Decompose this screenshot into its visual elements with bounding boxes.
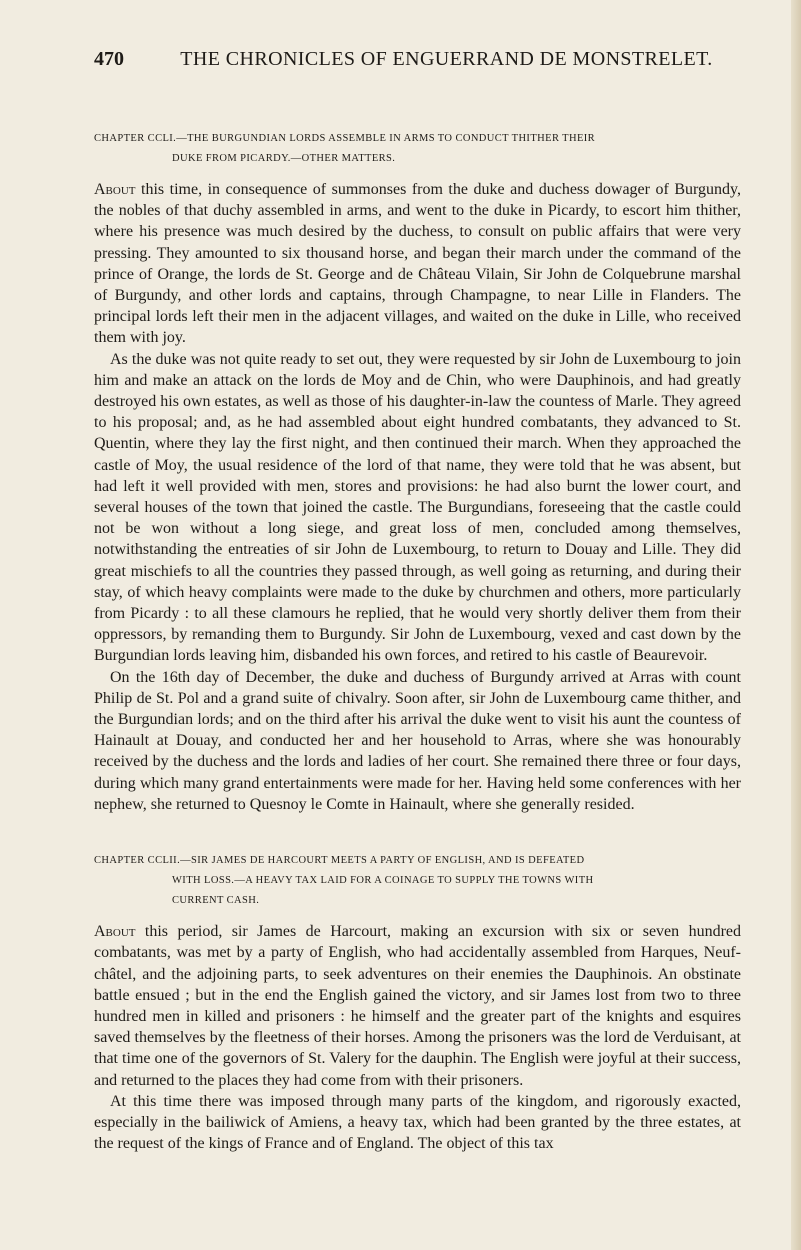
opening-word: About bbox=[94, 181, 136, 198]
chapter-heading-line: WITH LOSS.—A HEAVY TAX LAID FOR A COINAGE TO SUPPLY THE TOWNS WITH bbox=[172, 875, 594, 887]
chapter-heading-line: CHAPTER CCLI.—THE BURGUNDIAN LORDS ASSEMBLE IN ARMS TO CONDUCT THITHER THEIR bbox=[94, 133, 596, 144]
page-edge bbox=[791, 0, 801, 1250]
paragraph-text: this time, in consequence of summonses from the duke and duchess dowager of Burgundy, the nobles of that duchy assembled in arms, and went to the duke in Picardy, to escort him thither, where his presence was much desired by the duchess, to consult on public affairs that were very pressing. They amounted to six thousand horse, and began their march under the command of the prince of Orange, the lords de St. George and de Château Vilain, Sir John de Colquebrune marshal of Burgundy, and other lords and captains, through Champagne, to near Lille in Flanders. The principal lords left their men in the adjacent villages, and waited on the duke in Lille, who received them with joy. bbox=[94, 181, 741, 347]
page-number: 470 bbox=[94, 48, 124, 70]
paragraph: At this time there was imposed through many parts of the kingdom, and rigorously exacted, especially in the bailiwick of Amiens, a heavy tax, which had been granted by the three estates, at the request of the kings of France and of England. The object of this tax bbox=[94, 1092, 741, 1153]
paragraph bbox=[94, 179, 741, 349]
running-title: THE CHRONICLES OF ENGUERRAND DE MONSTRELET. bbox=[180, 48, 713, 70]
chapter-heading bbox=[94, 851, 741, 911]
chapter-cclii bbox=[94, 851, 741, 1154]
paragraph-text: this period, sir James de Harcourt, making an excursion with six or seven hundred combatants, was met by a party of English, who had accidentally assembled from Harques, Neuf-châtel, and the adjoining parts, to seek adventures on their enemies the Dauphinois. An obstinate battle ensued ; but in the end the English gained the victory, and sir James lost from two to three hundred men in killed and prisoners : he himself and the greater part of the knights and esquires saved themselves by the fleetness of their horses. Among the prisoners was the lord de Verduisant, at that time one of the governors of St. Valery for the dauphin. The English were joyful at their success, and returned to the places they had come from with their prisoners. bbox=[94, 923, 741, 1089]
opening-word: About bbox=[94, 923, 136, 941]
paragraph: As the duke was not quite ready to set out, they were requested by sir John de Luxembourg to join him and make an attack on the lords de Moy and de Chin, who were Dauphinois, and had greatly destroyed his own estates, as well as those of his daughter-in-law the countess of Marle. They agreed to his proposal; and, as he had assembled about eight hundred combatants, they advanced to St. Quentin, where they lay the first night, and then continued their march. When they approached the castle of Moy, the usual residence of the lord of that name, they were told that he was absent, but had left it well provided with men, stores and provisions: he had also burnt the lower court, and several houses of the town that joined the castle. The Burgundians, foreseeing that the castle could not be won without a long siege, and great loss of men, concluded among themselves, notwithstanding the entreaties of sir John de Luxembourg, to return to Douay and Lille. They did great mischiefs to all the countries they passed through, as well going as returning, and during their stay, of which heavy complaints were made to the duke by churchmen and others, more particularly from Picardy : to all these clamours he replied, that he would very shortly deliver them from their oppressors, by remanding them to Burgundy. Sir John de Luxembourg, vexed and cast down by the Burgundian lords leaving him, disbanded his own forces, and retired to his castle of Beaurevoir. bbox=[94, 350, 741, 665]
running-head bbox=[94, 48, 741, 71]
chapter-heading bbox=[94, 129, 741, 169]
paragraph bbox=[94, 921, 741, 1091]
chapter-heading-line: CHAPTER CCLII.—SIR JAMES DE HARCOURT MEETS A PARTY OF ENGLISH, AND IS DEFEATED bbox=[94, 855, 585, 867]
chapter-heading-line: DUKE FROM PICARDY.—OTHER MATTERS. bbox=[172, 153, 396, 164]
chapter-ccli bbox=[94, 129, 741, 815]
paragraph: On the 16th day of December, the duke and duchess of Burgundy arrived at Arras with count Philip de St. Pol and a grand suite of chivalry. Soon after, sir John de Luxembourg came thither, and the Burgundian lords; and on the third after his arrival the duke went to visit his aunt the countess of Hainault at Douay, and conducted her and her household to Arras, where she was honourably received by the duchess and the lords and ladies of her court. She remained there three or four days, during which many grand entertainments were made for her. Having held some conferences with her nephew, she returned to Quesnoy le Comte in Hainault, where she generally resided. bbox=[94, 668, 741, 813]
chapter-heading-line: CURRENT CASH. bbox=[172, 895, 260, 907]
